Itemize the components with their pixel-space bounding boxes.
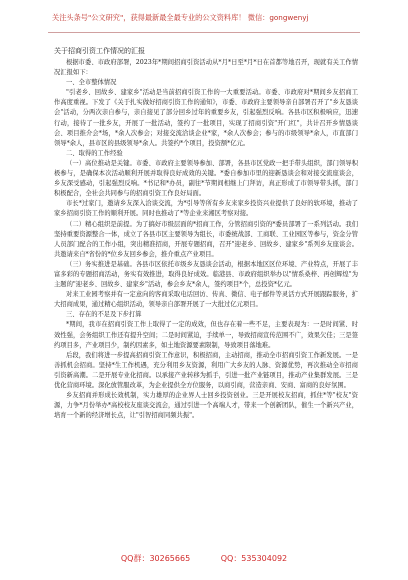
paragraph: 市长*过家门，邀请乡友深入洽谈交流，为*引导等所有乡友来家乡投资兴业提供了良好的软环境，推动了家乡招商引资工作的顺利开展。同时也推动了*等企业来湘区考察对接。 [54,200,358,218]
paragraph: 后段，我们将进一步提高招商引资工作意识，积极招商，主动招商，推动全市招商引资工作新发展。一是善抓机会招商。坚持*生工作机遇，充分利用乡友资源，利用广大乡友的人脉、资源优势，再次推动全市招商引资新高潮。二是开展专业化招商。以承接产业转移为抓手，引进一批产业链项目，推动产业集群发展。三是优化营商环境。深化放管服改革，为企业提供全方位服务，以商引商，营造亲商、安商、富商的良好氛围。 [54,351,358,389]
paragraph: （三）务实推进是基础。各县市区依托市级乡友恳谈会活动，根据本地区区位环境、产业特点，开展了丰富多彩的专题招商活动，务实有效推进，取得良好成效。临港县、市政府组织举办以"情系桑梓、再创辉煌"为主题的"迎老乡、回故乡、建家乡"活动，参会乡友*余人，签约项目*个，总投资*亿元。 [54,260,358,289]
document-page [54,46,358,421]
section-heading: 二、取得的工作经验 [66,149,123,157]
top-banner [0,0,408,36]
footer-qq: QQ：535304092 [220,554,288,563]
paragraph: （二）精心组织是前提。为了搞好市级层面的*招商工作，分管招商引资的*委员部署了一系列活动。我们坚持重要资源整合一体，成立了各县市区主要领导为组长，市委统战部、工商联、工业园区等参与，资金分管人员部门配合的工作小组，突出精准招商，开展专题招商，召开"迎老乡、回故乡、建家乡"系列乡友座谈会。共邀请来自*省份的*位乡友回乡参会，推介重点产业项目。 [54,220,358,258]
paragraph: 根据市委、市政府部署，2023年*期间招商引资活动从*月*日至*月*日在首都等地召开，现就有关工作情况汇报如下： [54,59,358,77]
section-heading: 三、存在的不足及下步打算 [66,311,142,319]
paragraph: 乡友招商并形成长效机制，实力雄厚的企业界人士回乡投资创业。三是开展校友招商，抓住*等"校友"资源，力争*月份举办*高校校友座谈交流会，通过引进一个高端人才，带来一个创新团队，催生一个新兴产业，培育一个新的经济增长点，让"引智招商同频共振"。 [54,392,358,420]
document-title: 关于招商引资工作情况的汇报 [54,47,145,55]
banner-text: 关注头条号"公文研究"，获得最新最全最专业的公文资料库！ 微信：gongwenyj [52,13,309,22]
paragraph: "引老乡、回故乡、建家乡"活动是当前招商引资工作的一大重要活动。市委、市政府对*期间乡友招商工作高度重视。下发了《关于扎实做好招商引资工作的通知》，市委、市政府主要领导亲自部署召开了"乡友恳谈会"活动，分两次亲自参与，亲自接见了部分回乡过年的重要乡友，引起强烈反响。各县市区积极响应，迅速行动，接待了一批乡友，开展了一批活动，签约了一批项目，实现了招商引资"开门红"，共计召开乡情恳谈会、项目推介会*场，*余人次参会；对接交流洽谈企业*家，*余人次参会；参与的市级领导*余人，市直部门领导*余人，县市区的县级领导*余人。共签约*个项目，投资额*亿元。 [54,89,358,147]
section-heading: 一、全市整体情况 [66,79,117,87]
paragraph: （一）高位推动是关键。市委、市政府主要领导参加、部署，各县市区党政一把手带头组织，部门领导积极参与，是确保本次活动顺利开展并取得良好成效的关键。*委自参加市里的迎新恳谈会和对接交流座谈会，乡友深受感动，引起强烈反响。*书记和*办员，副往*节期间相继上门拜访，真正形成了市领导带头抓，部门积极配合，全社会共同参与的招商引资工作良好局面。 [54,159,358,198]
footer-qq-group: QQ群：30265665 [120,554,191,563]
paragraph: 对来工业园考察并有一定意向的客商采取电话回访、传真、微信、电子邮件等灵活方式开展跟踪服务，扩大招商成果，通过精心组织活动，领导亲自部署开展了一大批过亿元项目。 [54,291,358,309]
paragraph: *期间，我市在招商引资工作上取得了一定的成效，但也存在着一些不足，主要表现为：一是时间紧、时效性强，会务组织工作还有提升空间；二是时间紧迫，手续单一，导致招商宣传范围不广，效果欠佳；三是签约项目多，产业项目少，制约因素多，如土地资源要素限制，导致项目落地难。 [54,321,358,349]
footer [0,553,408,564]
banner-divider [48,32,360,33]
document-body [54,58,358,421]
